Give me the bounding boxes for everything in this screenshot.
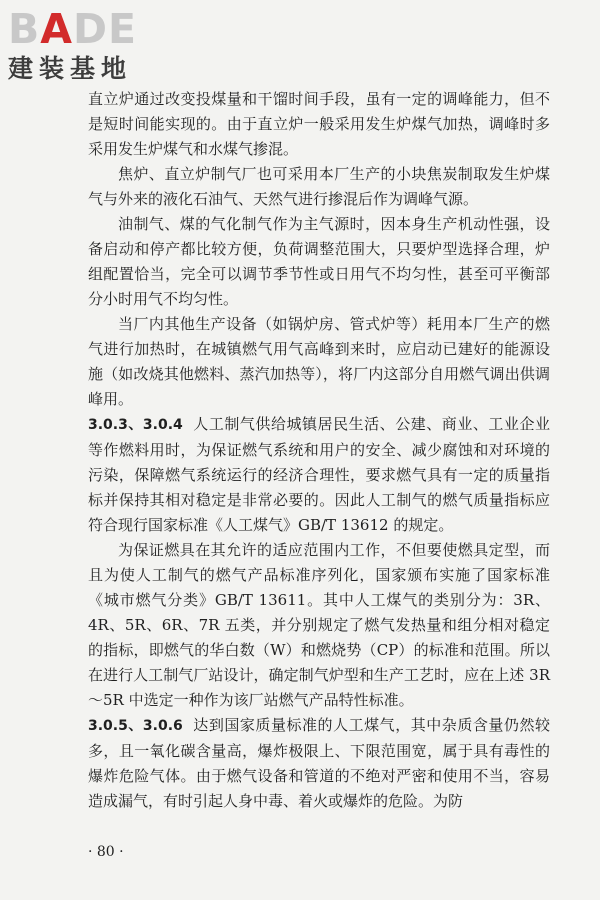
body-paragraph — [88, 312, 550, 412]
paragraph-text: 直立炉通过改变投煤量和干馏时间手段，虽有一定的调峰能力，但不是短时间能实现的。由于直立炉一般采用发生炉煤气加热，调峰时多采用发生炉煤气和水煤气掺混。 — [88, 90, 550, 158]
bade-logo — [8, 6, 178, 86]
body-paragraph — [88, 162, 550, 212]
section-number: 3.0.5、3.0.6 — [88, 718, 183, 734]
body-paragraph — [88, 87, 550, 162]
paragraph-text: 当厂内其他生产设备（如锅炉房、管式炉等）耗用本厂生产的燃气进行加热时，在城镇燃气用气高峰到来时，应启动已建好的能源设施（如改烧其他燃料、蒸汽加热等），将厂内这部分自用燃气调出供调峰用。 — [88, 315, 550, 408]
document-body — [88, 87, 550, 814]
body-paragraph — [88, 538, 550, 713]
section-number: 3.0.3、3.0.4 — [88, 417, 183, 433]
paragraph-text: 人工制气供给城镇居民生活、公建、商业、工业企业等作燃料用时，为保证燃气系统和用户的安全、减少腐蚀和对环境的污染，保障燃气系统运行的经济合理性，要求燃气具有一定的质量指标并保持其相对稳定是非常必要的。因此人工制气的燃气质量指标应符合现行国家标准《人工煤气》GB/T 13612 的规定。 — [88, 415, 550, 534]
paragraph-text: 达到国家质量标准的人工煤气，其中杂质含量仍然较多，且一氧化碳含量高，爆炸极限上、下限范围宽，属于具有毒性的爆炸危险气体。由于燃气设备和管道的不绝对严密和使用不当，容易造成漏气，有时引起人身中毒、着火或爆炸的危险。为防 — [88, 716, 550, 810]
section-paragraph — [88, 412, 550, 538]
section-paragraph — [88, 713, 550, 814]
paragraph-text: 油制气、煤的气化制气作为主气源时，因本身生产机动性强，设备启动和停产都比较方便，负荷调整范围大，只要炉型选择合理，炉组配置恰当，完全可以调节季节性或日用气不均匀性，甚至可平衡部分小时用气不均匀性。 — [88, 215, 550, 308]
page-number: · 80 · — [88, 844, 124, 860]
logo-wordmark: BADE — [8, 5, 138, 53]
logo-subtitle: 建装基地 — [8, 54, 133, 83]
paragraph-text: 焦炉、直立炉制气厂也可采用本厂生产的小块焦炭制取发生炉煤气与外来的液化石油气、天然气进行掺混后作为调峰气源。 — [88, 165, 550, 208]
paragraph-text: 为保证燃具在其允许的适应范围内工作，不但要使燃具定型，而且为使人工制气的燃气产品标准序列化，国家颁布实施了国家标准《城市燃气分类》GB/T 13611。其中人工煤气的类别分为：3R、4R、5R、6R、7R 五类，并分别规定了燃气发热量和组分相对稳定的指标，即燃气的华白数（W）和燃烧势（CP）的标准和范围。所以在进行人工制气厂站设计，确定制气炉型和生产工艺时，应在上述 3R～5R 中选定一种作为该厂站燃气产品特性标准。 — [88, 541, 550, 709]
body-paragraph — [88, 212, 550, 312]
